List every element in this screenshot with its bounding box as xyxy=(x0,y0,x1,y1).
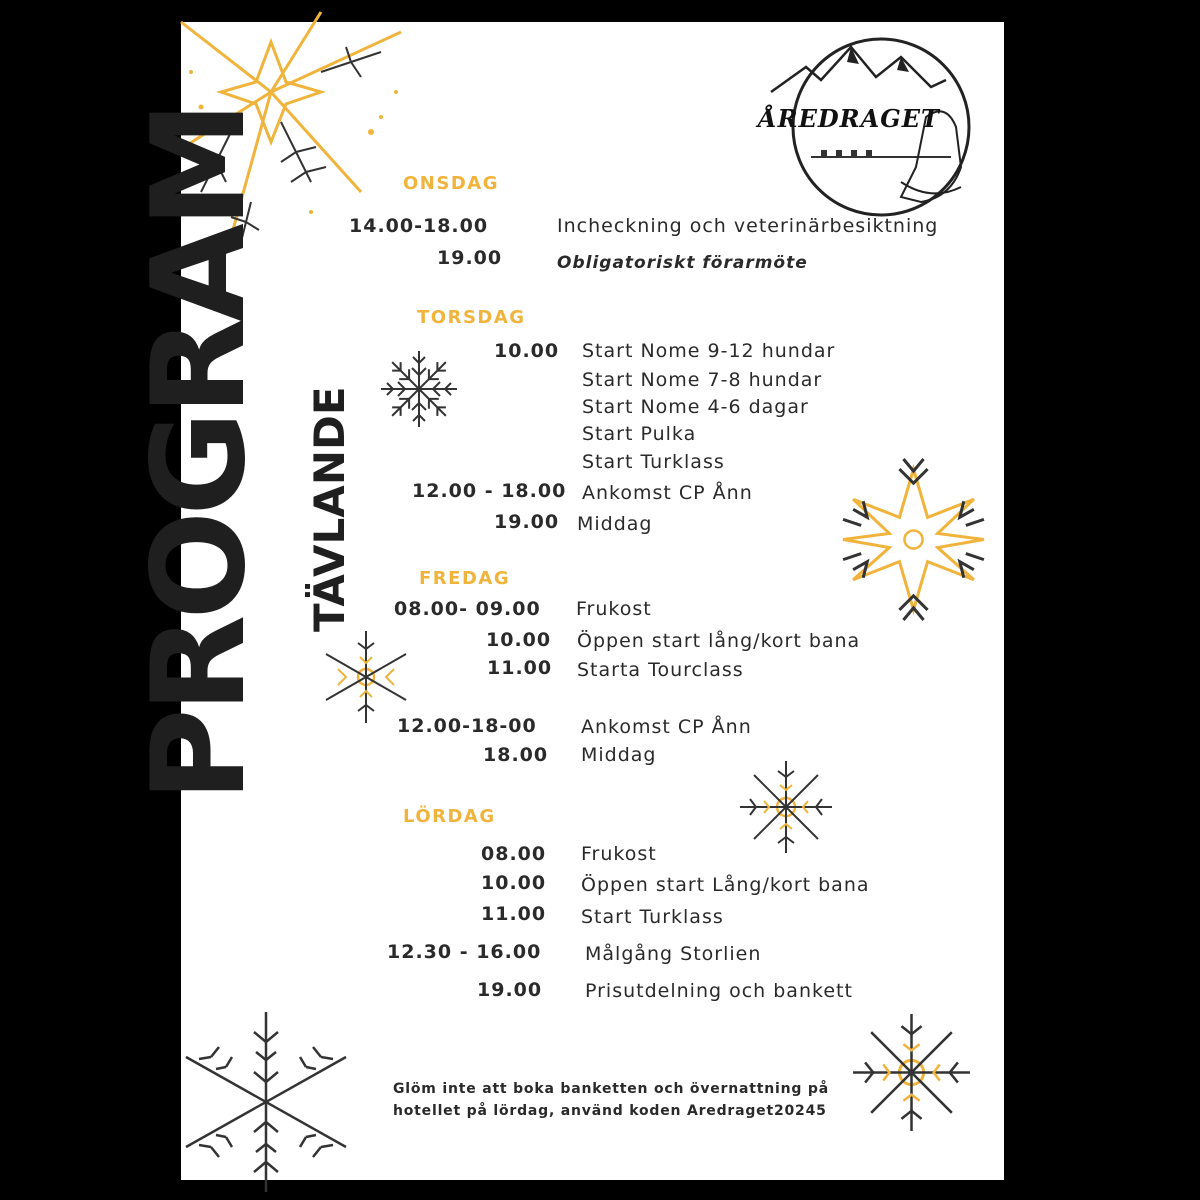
event-time: 10.00 xyxy=(481,872,547,894)
day-fredag: FREDAG xyxy=(419,568,511,589)
event-time: 19.00 xyxy=(494,511,560,533)
event-text: Frukost xyxy=(581,843,657,865)
event-text: Start Nome 7-8 hundar xyxy=(582,369,823,391)
snowflake-icon xyxy=(377,347,461,431)
event-time: 12.30 - 16.00 xyxy=(387,941,542,963)
day-lordag: LÖRDAG xyxy=(403,806,496,827)
event-time: 19.00 xyxy=(477,979,543,1001)
event-text: Obligatoriskt förarmöte xyxy=(557,253,808,273)
event-time: 11.00 xyxy=(481,903,547,925)
event-time: 19.00 xyxy=(437,247,503,269)
event-text: Start Turklass xyxy=(582,451,725,473)
day-onsdag: ONSDAG xyxy=(403,173,499,194)
event-time: 08.00 xyxy=(481,843,547,865)
footer-line-2: hotellet på lördag, använd koden Aredraget20245 xyxy=(393,1103,827,1119)
event-text: Ankomst CP Ånn xyxy=(582,482,753,504)
event-time: 14.00-18.00 xyxy=(349,215,489,237)
event-text: Start Nome 9-12 hundar xyxy=(582,340,836,362)
event-text: Ankomst CP Ånn xyxy=(581,716,752,738)
event-text: Frukost xyxy=(576,598,652,620)
tavlande-subtitle: TÄVLANDE xyxy=(305,386,354,632)
snowflake-icon xyxy=(171,1012,361,1192)
event-time: 12.00-18-00 xyxy=(397,715,537,737)
event-text: Målgång Storlien xyxy=(585,943,762,965)
footer-note xyxy=(393,1078,913,1122)
program-title: PROGRAM xyxy=(125,105,274,802)
event-text: Öppen start lång/kort bana xyxy=(577,630,861,652)
snowflake-icon xyxy=(736,757,836,857)
event-text: Middag xyxy=(577,513,653,535)
logo-text: ÅREDRAGET xyxy=(758,104,940,133)
event-text: Middag xyxy=(581,744,657,766)
event-time: 10.00 xyxy=(486,629,552,651)
footer-line-1: Glöm inte att boka banketten och övernattning på xyxy=(393,1081,829,1097)
event-text: Starta Tourclass xyxy=(577,659,744,681)
event-time: 12.00 - 18.00 xyxy=(412,480,567,502)
event-text: Incheckning och veterinärbesiktning xyxy=(557,215,939,237)
event-time: 11.00 xyxy=(487,657,553,679)
event-time: 08.00- 09.00 xyxy=(394,598,541,620)
snowflake-icon xyxy=(316,627,416,727)
event-time: 18.00 xyxy=(483,744,549,766)
event-time: 10.00 xyxy=(494,340,560,362)
day-torsdag: TORSDAG xyxy=(417,307,526,328)
poster xyxy=(125,22,1004,1180)
star-snowflake-icon xyxy=(831,457,996,622)
event-text: Start Turklass xyxy=(581,906,724,928)
event-text: Prisutdelning och bankett xyxy=(585,980,853,1002)
event-text: Öppen start Lång/kort bana xyxy=(581,874,870,896)
event-text: Start Nome 4-6 dagar xyxy=(582,396,809,418)
event-text: Start Pulka xyxy=(582,423,697,445)
